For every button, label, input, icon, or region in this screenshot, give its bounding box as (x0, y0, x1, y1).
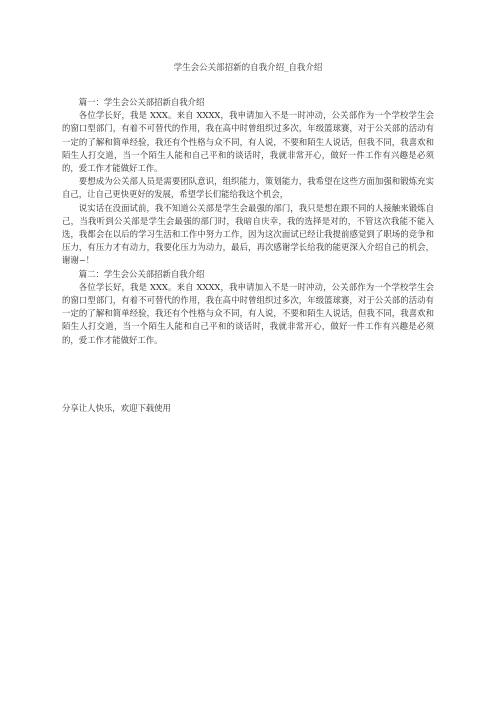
footer-note: 分享让人快乐，欢迎下载使用 (62, 403, 171, 413)
section-heading-1: 篇一：学生会公关部招新自我介绍 (78, 97, 205, 107)
document-body (62, 96, 434, 347)
document-title: 学生会公关部招新的自我介绍_自我介绍 (173, 63, 323, 73)
paragraph-1: 各位学长好，我是 XXX。来自 XXXX，我申请加入不是一时冲动，公关部作为一个学校学生会的窗口型部门，有着不可替代的作用，我在高中时曾组织过多次，年级篮球赛，对于公关部的活动有一定的了解和简单经验，我还有个性格与众不同，有人说，不要和陌生人说话，但我不同，我喜欢和陌生人打交道，当一个陌生人能和自己平和的谈话时，我就非常开心，做好一件工作有兴趣是必须的，爱工作才能做好工作。 (62, 110, 434, 174)
section-heading-2: 篇二：学生会公关部招新自我介绍 (78, 268, 205, 279)
paragraph-4: 各位学长好，我是 XXX。来自 XXXX，我申请加入不是一时冲动，公关部作为一个学校学生会的窗口型部门，有着不可替代的作用，我在高中时曾组织过多次，年级篮球赛，对于公关部的活动有一定的了解和简单经验，我还有个性格与众不同，有人说，不要和陌生人说话，但我不同，我喜欢和陌生人打交道，当一个陌生人能和自己平和的谈话时，我就非常开心，做好一件工作有兴趣是必须的，爱工作才能做好工作。 (62, 281, 434, 345)
paragraph-2: 要想成为公关部人员是需要团队意识，组织能力，策划能力，我希望在这些方面加强和锻炼充实自己，让自己更快更好的发展，希望学长们能给我这个机会， (62, 176, 434, 200)
paragraph-3: 说实话在没面试前，我不知道公关部是学生会最强的部门，我只是想在跟不同的人接触来锻炼自己，当我听到公关部是学生会最强的部门时，我暗自庆幸，我的选择是对的，不管这次我能不能入选，我都会在以后的学习生活和工作中努力工作，因为这次面试已经让我提前感觉到了职场的竞争和压力，有压力才有动力，我要化压力为动力，最后，再次感谢学长给我的能更深入介绍自己的机会，谢谢~！ (62, 202, 434, 266)
